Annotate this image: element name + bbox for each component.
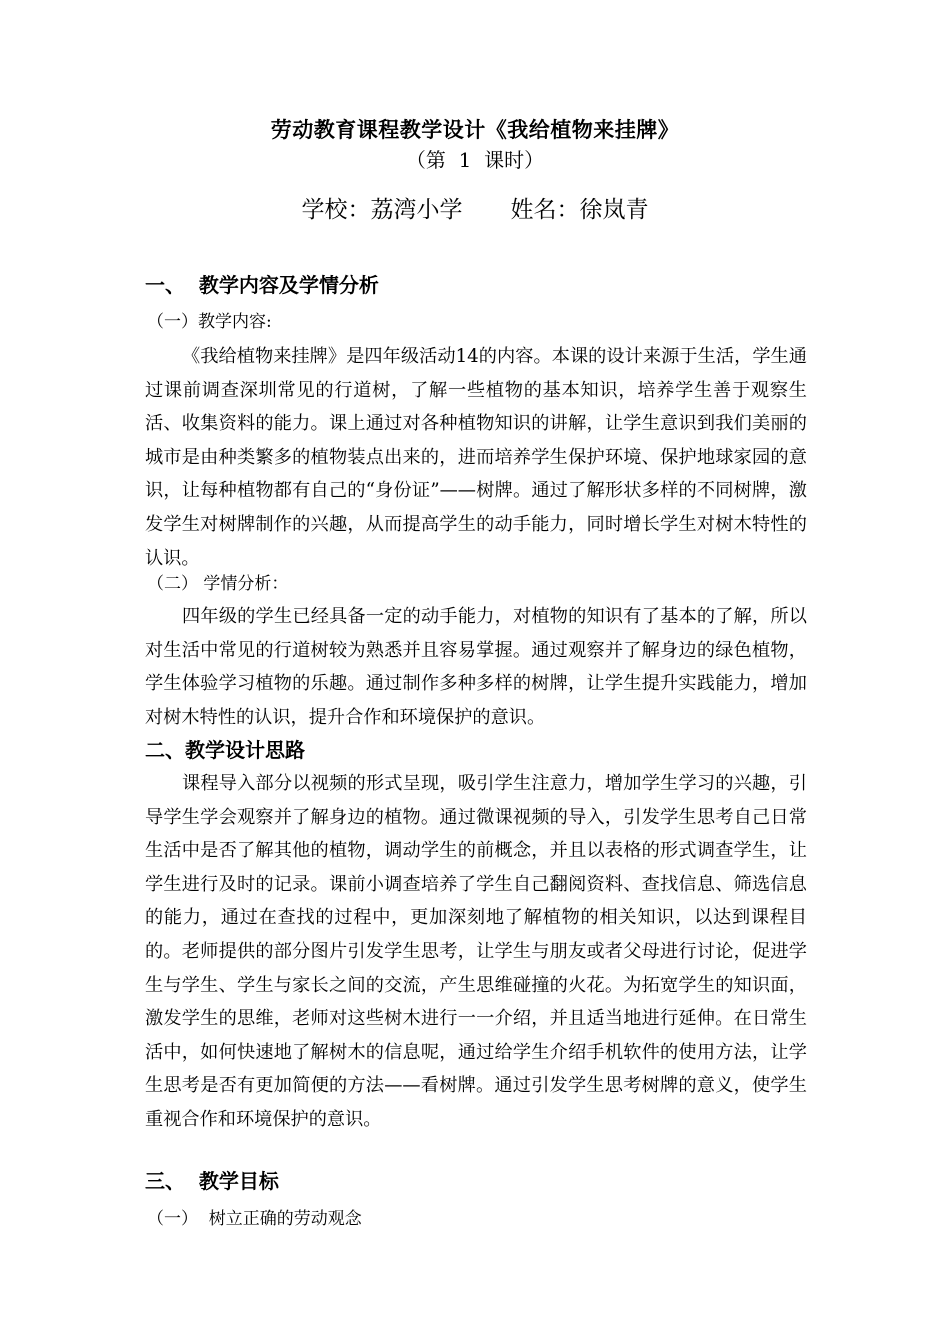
- author-name: 姓名：徐岚青: [510, 197, 649, 223]
- lesson-number: （第 1 课时）: [405, 148, 545, 172]
- subsection-heading-student-analysis: （二） 学情分析：: [147, 574, 289, 594]
- paragraph-design-idea: 课程导入部分以视频的形式呈现，吸引学生注意力，增加学生学习的兴趣，引导学生学会观察并了解身边的植物。通过微课视频的导入，引发学生思考自己日常生活中是否了解其他的植物，调动学生的前概念，并且以表格的形式调查学生，让学生进行及时的记录。课前小调查培养了学生自己翻阅资料、查找信息、筛选信息的能力，通过在查找的过程中，更加深刻地了解植物的相关知识，以达到课程目的。老师提供的部分图片引发学生思考，让学生与朋友或者父母进行讨论，促进学生与学生、学生与家长之间的交流，产生思维碰撞的火花。为拓宽学生的知识面，激发学生的思维，老师对这些树木进行一一介绍，并且适当地进行延伸。在日常生活中，如何快速地了解树木的信息呢，通过给学生介绍手机软件的使用方法，让学生思考是否有更加简便的方法——看树牌。通过引发学生思考树牌的意义，使学生重视合作和环境保护的意识。: [145, 773, 807, 1130]
- author-line: [0, 195, 950, 225]
- document-title: 劳动教育课程教学设计《我给植物来挂牌》: [270, 117, 680, 142]
- school-name: 学校：荔湾小学: [301, 197, 463, 223]
- paragraph-student-analysis: 四年级的学生已经具备一定的动手能力，对植物的知识有了基本的了解，所以对生活中常见的行道树较为熟悉并且容易掌握。通过观察并了解身边的绿色植物，学生体验学习植物的乐趣。通过制作多种多样的树牌，让学生提升实践能力，增加对树木特性的认识，提升合作和环境保护的意识。: [145, 606, 807, 728]
- section-heading-2: 二、教学设计思路: [145, 738, 305, 762]
- paragraph-teaching-content: 《我给植物来挂牌》是四年级活动14的内容。本课的设计来源于生活，学生通过课前调查深圳常见的行道树，了解一些植物的基本知识，培养学生善于观察生活、收集资料的能力。课上通过对各种植物知识的讲解，让学生意识到我们美丽的城市是由种类繁多的植物装点出来的，进而培养学生保护环境、保护地球家园的意识，让每种植物都有自己的“身份证”——树牌。通过了解形状多样的不同树牌，激发学生对树牌制作的兴趣，从而提高学生的动手能力，同时增长学生对树木特性的认识。: [145, 346, 807, 569]
- subsection-heading-labor-concept: （一） 树立正确的劳动观念: [147, 1209, 362, 1229]
- subsection-heading-teaching-content: （一）教学内容:: [147, 312, 272, 332]
- section-heading-1: 一、 教学内容及学情分析: [145, 273, 379, 297]
- section-heading-3: 三、 教学目标: [145, 1169, 279, 1193]
